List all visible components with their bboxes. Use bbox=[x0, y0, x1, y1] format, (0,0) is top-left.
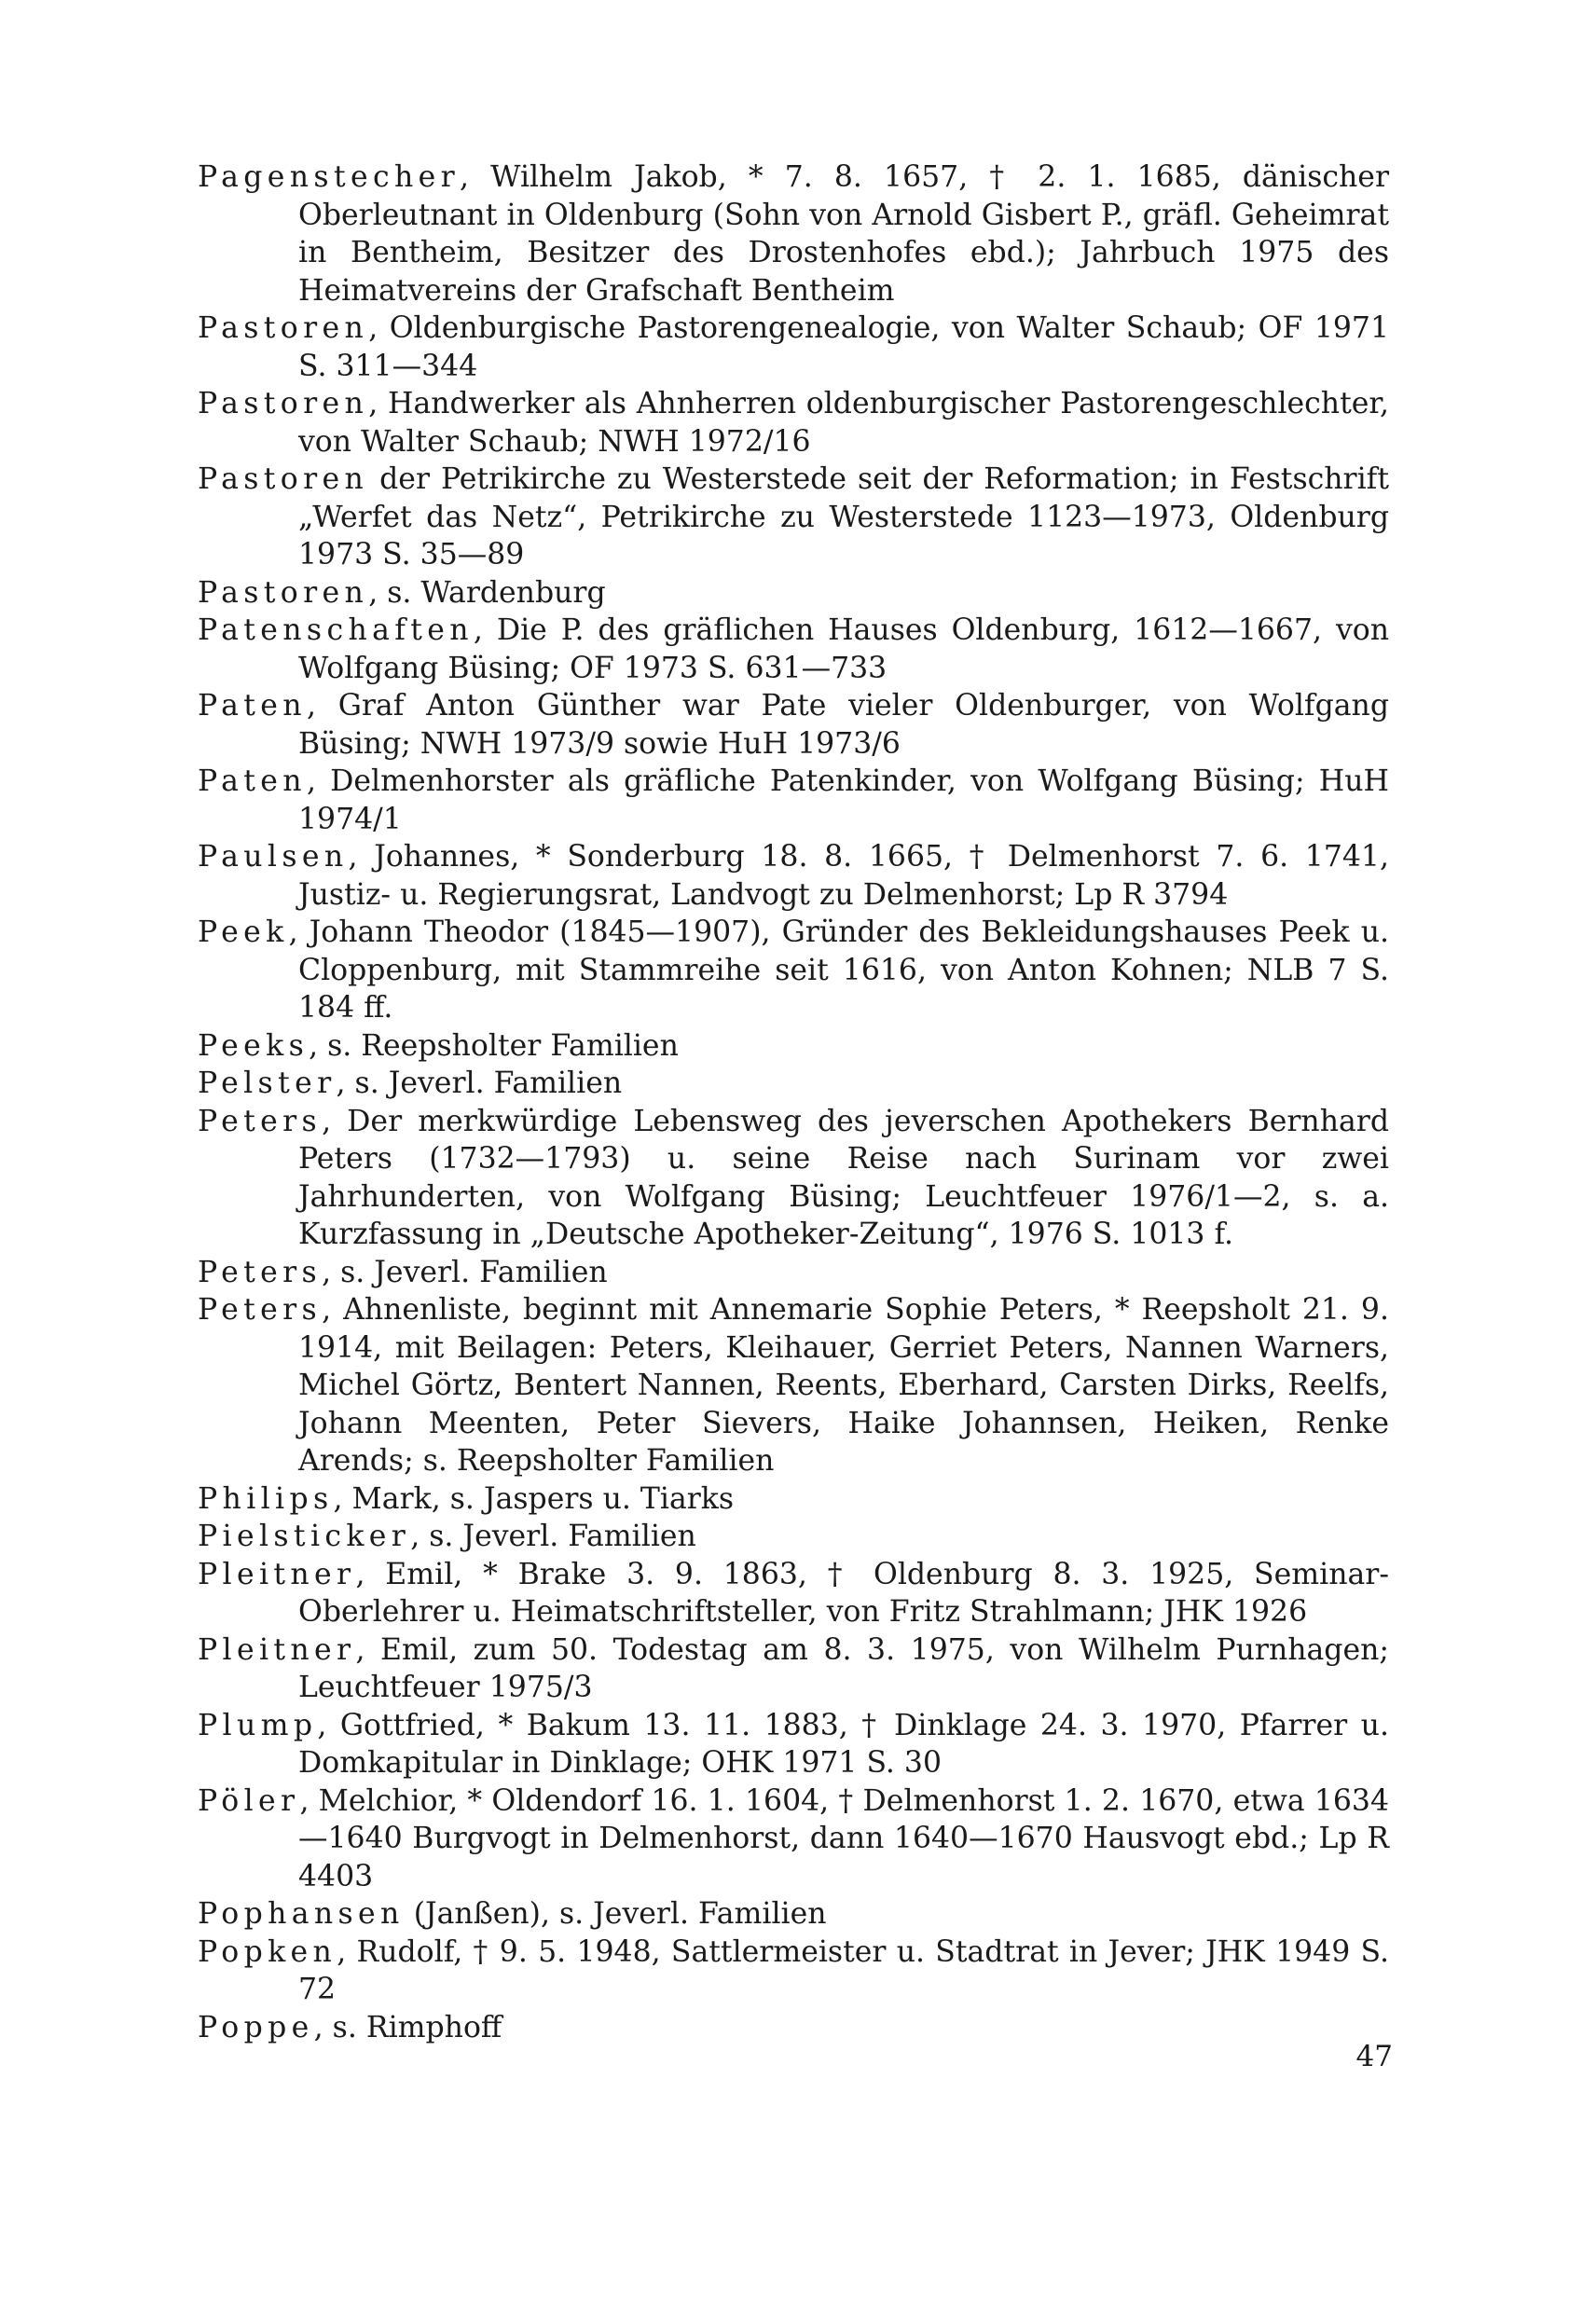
entry-text: , Mark, s. Jaspers u. Tiarks bbox=[333, 1481, 735, 1516]
index-entry bbox=[198, 1782, 1389, 1896]
entry-text: , Emil, zum 50. Todestag am 8. 3. 1975, von Wilhelm Purnhagen; Leuchtfeuer 1975/3 bbox=[298, 1632, 1389, 1704]
entry-text: der Petrikirche zu Westerstede seit der Reformation; in Festschrift „Werfet das Netz“, Petrikirche zu Westerstede 1123—1973, Oldenburg 1973 S. 35—89 bbox=[298, 462, 1389, 571]
entry-text: , s. Reepsholter Familien bbox=[309, 1028, 679, 1063]
index-entry bbox=[198, 1027, 1389, 1066]
entry-surname: Pastoren bbox=[198, 387, 369, 420]
index-entry bbox=[198, 687, 1389, 763]
index-entry bbox=[198, 2009, 1389, 2047]
index-entry bbox=[198, 1480, 1389, 1519]
entry-surname: Pagenstecher bbox=[198, 160, 461, 194]
entry-text: , Ahnenliste, beginnt mit Annemarie Sophie Peters, * Reepsholt 21. 9. 1914, mit Beilagen: Peters, Kleihauer, Gerriet Peters, Nannen Warners, Michel Görtz, Bentert Nannen, Reents, Eberhard, Carsten Dirks, Reelfs, Johann Meenten, Peter Sievers, Haike Johannsen, Heiken, Renke Arends; s. Reepsholter Familien bbox=[298, 1293, 1389, 1478]
entry-text: , Delmenhorster als gräfliche Patenkinder, von Wolfgang Büsing; HuH 1974/1 bbox=[298, 764, 1389, 836]
index-entry bbox=[198, 1254, 1389, 1292]
index-entry bbox=[198, 310, 1389, 385]
entry-surname: Philips bbox=[198, 1481, 334, 1516]
entry-surname: Paten bbox=[198, 764, 307, 798]
index-entry bbox=[198, 1934, 1389, 2009]
entry-text: , Johann Theodor (1845—1907), Gründer des Bekleidungshauses Peek u. Cloppenburg, mit Stammreihe seit 1616, von Anton Kohnen; NLB 7 S. 184 ff. bbox=[288, 915, 1389, 1025]
entry-surname: Peters bbox=[198, 1255, 323, 1289]
entry-text: , Der merkwürdige Lebensweg des jeverschen Apothekers Bernhard Peters (1732—1793) u. seine Reise nach Surinam vor zwei Jahrhunderten, von Wolfgang Büsing; Leuchtfeuer 1976/1—2, s. a. Kurzfassung in „Deutsche Apotheker-Zeitung“, 1976 S. 1013 f. bbox=[298, 1104, 1389, 1251]
entry-text: , Emil, * Brake 3. 9. 1863, † Oldenburg 8. 3. 1925, Seminar-Oberlehrer u. Heimatschriftsteller, von Fritz Strahlmann; JHK 1926 bbox=[298, 1557, 1389, 1629]
page-number: 47 bbox=[1355, 2040, 1393, 2073]
index-entry bbox=[198, 1707, 1389, 1782]
entry-text: , Gottfried, * Bakum 13. 11. 1883, † Dinklage 24. 3. 1970, Pfarrer u. Domkapitular in Dinklage; OHK 1971 S. 30 bbox=[298, 1708, 1389, 1780]
entry-surname: Paten bbox=[198, 689, 307, 722]
index-entry-list bbox=[198, 158, 1389, 2046]
entry-surname: Pophansen bbox=[198, 1897, 405, 1931]
index-entry bbox=[198, 385, 1389, 461]
entry-text: , s. Jeverl. Familien bbox=[322, 1255, 608, 1289]
index-entry bbox=[198, 838, 1389, 914]
index-entry bbox=[198, 1291, 1389, 1480]
entry-surname: Pastoren bbox=[198, 575, 369, 610]
entry-text: , s. Wardenburg bbox=[368, 575, 606, 610]
entry-text: (Janßen), s. Jeverl. Familien bbox=[404, 1897, 827, 1931]
entry-surname: Pleitner bbox=[198, 1557, 356, 1591]
entry-surname: Poppe bbox=[198, 2010, 314, 2044]
entry-surname: Peeks bbox=[198, 1028, 310, 1063]
entry-surname: Pöler bbox=[198, 1783, 300, 1818]
index-entry bbox=[198, 1631, 1389, 1707]
entry-surname: Pielsticker bbox=[198, 1520, 411, 1553]
index-entry bbox=[198, 1103, 1389, 1254]
entry-surname: Plump bbox=[198, 1708, 318, 1742]
entry-text: , Graf Anton Günther war Pate vieler Oldenburger, von Wolfgang Büsing; NWH 1973/9 sowie HuH 1973/6 bbox=[298, 689, 1389, 761]
index-entry bbox=[198, 1556, 1389, 1631]
entry-surname: Patenschaften bbox=[198, 613, 474, 647]
entry-surname: Pastoren bbox=[198, 462, 369, 496]
entry-surname: Pelster bbox=[198, 1067, 337, 1100]
entry-surname: Popken bbox=[198, 1934, 337, 1969]
entry-text: , Oldenburgische Pastorengenealogie, von Walter Schaub; OF 1971 S. 311—344 bbox=[298, 311, 1389, 383]
index-entry bbox=[198, 612, 1389, 687]
index-entry bbox=[198, 1065, 1389, 1103]
index-entry bbox=[198, 1895, 1389, 1934]
entry-text: , s. Rimphoff bbox=[313, 2010, 502, 2044]
index-entry bbox=[198, 763, 1389, 838]
entry-surname: Peek bbox=[198, 915, 289, 949]
entry-surname: Pastoren bbox=[198, 311, 369, 345]
index-entry bbox=[198, 1518, 1389, 1556]
index-entry bbox=[198, 461, 1389, 574]
entry-text: , Die P. des gräflichen Hauses Oldenburg, 1612—1667, von Wolfgang Büsing; OF 1973 S. 631—733 bbox=[298, 613, 1389, 685]
entry-text: , Melchior, * Oldendorf 16. 1. 1604, † Delmenhorst 1. 2. 1670, etwa 1634—1640 Burgvogt in Delmenhorst, dann 1640—1670 Hausvogt ebd.; Lp R 4403 bbox=[298, 1783, 1389, 1893]
entry-surname: Paulsen bbox=[198, 840, 349, 874]
entry-text: , s. Jeverl. Familien bbox=[410, 1520, 696, 1553]
entry-surname: Peters bbox=[198, 1293, 323, 1327]
entry-text: , s. Jeverl. Familien bbox=[336, 1067, 623, 1100]
entry-text: , Johannes, * Sonderburg 18. 8. 1665, † Delmenhorst 7. 6. 1741, Justiz- u. Regierungsrat, Landvogt zu Delmenhorst; Lp R 3794 bbox=[298, 840, 1389, 912]
index-entry bbox=[198, 914, 1389, 1027]
entry-text: , Handwerker als Ahnherren oldenburgischer Pastorengeschlechter, von Walter Schaub; NWH 1972/16 bbox=[298, 387, 1389, 459]
entry-text: , Wilhelm Jakob, * 7. 8. 1657, † 2. 1. 1685, dänischer Oberleutnant in Oldenburg (Sohn von Arnold Gisbert P., gräfl. Geheimrat in Bentheim, Besitzer des Drostenhofes ebd.); Jahrbuch 1975 des Heimatvereins der Grafschaft Bentheim bbox=[298, 160, 1389, 308]
index-entry bbox=[198, 158, 1389, 310]
index-entry bbox=[198, 574, 1389, 612]
entry-surname: Peters bbox=[198, 1104, 323, 1138]
entry-text: , Rudolf, † 9. 5. 1948, Sattlermeister u. Stadtrat in Jever; JHK 1949 S. 72 bbox=[298, 1934, 1389, 2006]
entry-surname: Pleitner bbox=[198, 1632, 356, 1667]
